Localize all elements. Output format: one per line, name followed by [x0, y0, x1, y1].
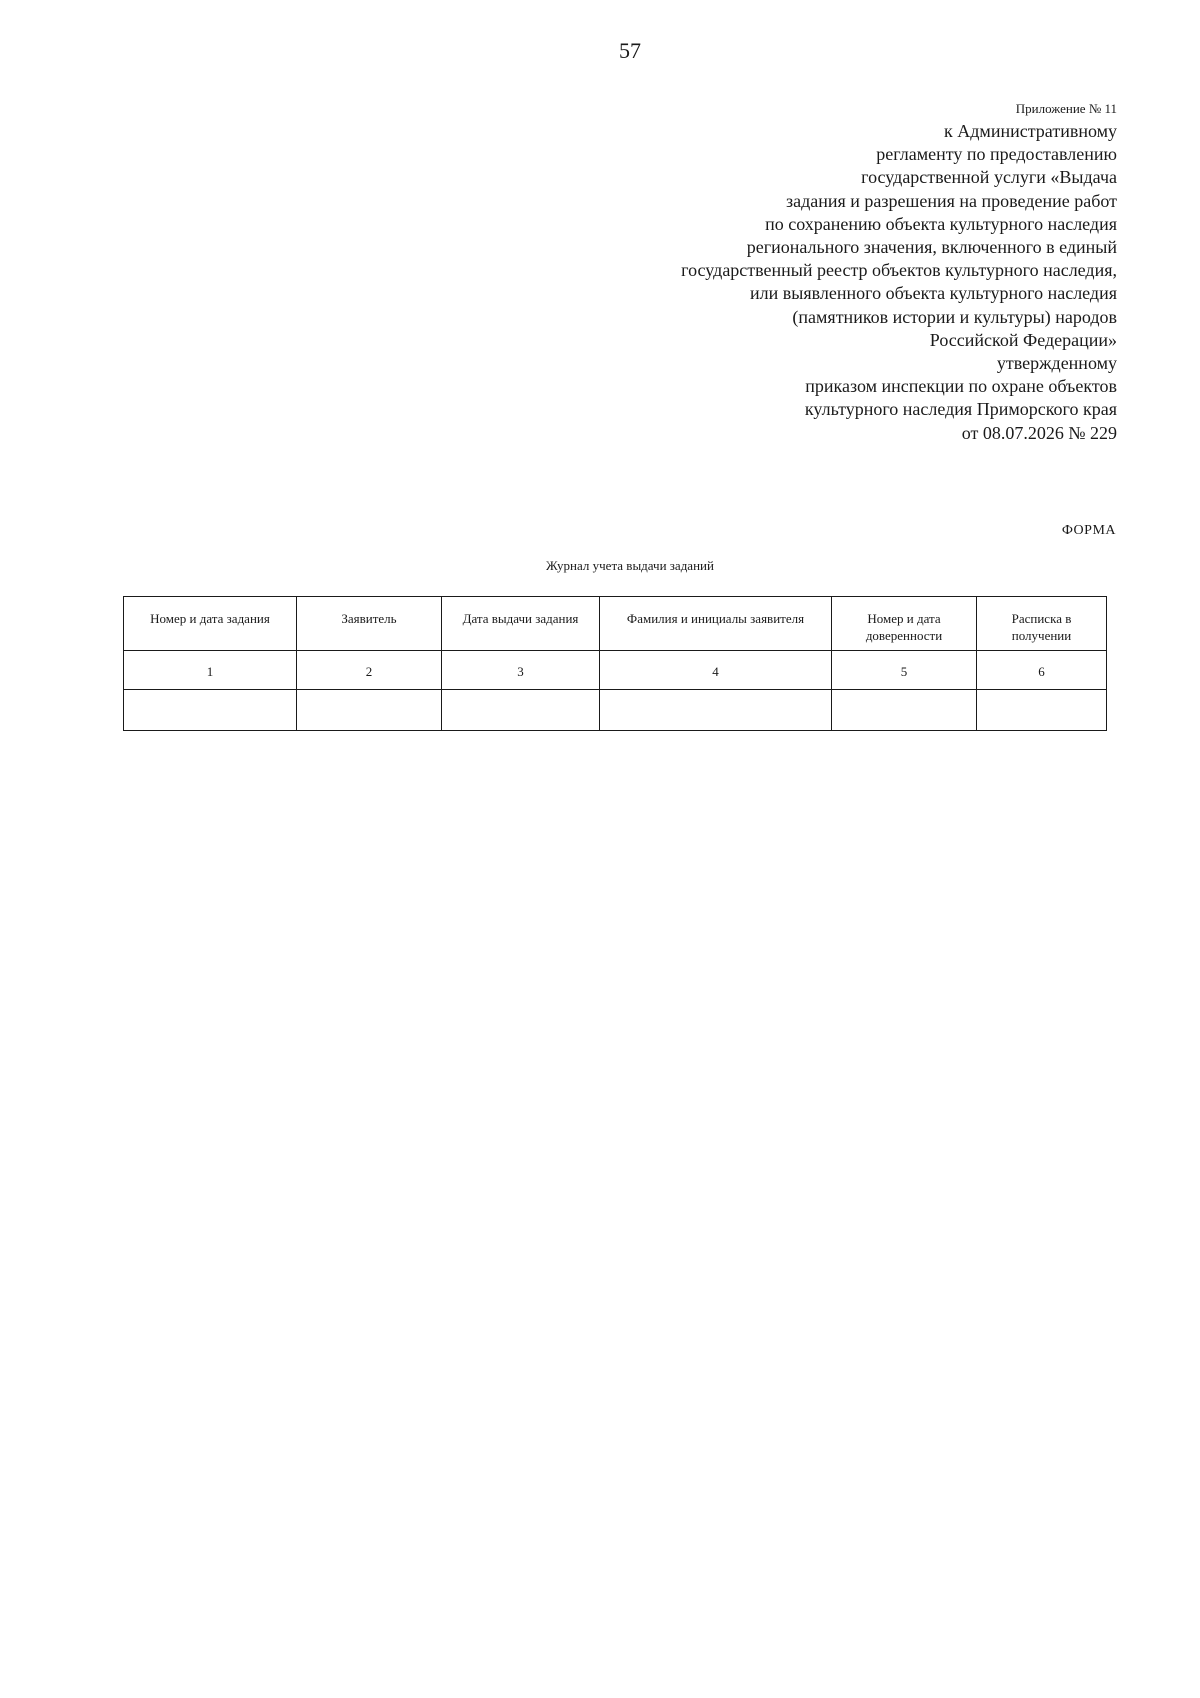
appendix-line: культурного наследия Приморского края: [804, 399, 1117, 420]
appendix-line: государственный реестр объектов культурного наследия,: [681, 260, 1117, 281]
column-header: Номер и дата задания: [124, 597, 297, 651]
appendix-line: государственной услуги «Выдача: [861, 167, 1117, 188]
appendix-line: от 08.07.2026 № 229: [961, 422, 1117, 443]
column-number-row: [124, 651, 1107, 690]
column-header: Фамилия и инициалы заявителя: [600, 597, 832, 651]
journal-table: [123, 596, 1107, 731]
column-number: 1: [124, 651, 297, 690]
column-number: 5: [832, 651, 977, 690]
column-header: Расписка в получении: [977, 597, 1107, 651]
appendix-line: регламенту по предоставлению: [876, 144, 1117, 165]
appendix-line: регионального значения, включенного в единый: [746, 237, 1117, 258]
table-row: [124, 690, 1107, 731]
page-number: 57: [619, 38, 641, 63]
journal-title: Журнал учета выдачи заданий: [546, 558, 714, 573]
column-header: Номер и дата доверенности: [832, 597, 977, 651]
appendix-line: или выявленного объекта культурного наследия: [750, 283, 1117, 304]
appendix-line: Российской Федерации»: [929, 329, 1117, 350]
column-header: Заявитель: [297, 597, 442, 651]
appendix-heading: [557, 100, 1117, 445]
appendix-line: задания и разрешения на проведение работ: [786, 190, 1117, 211]
appendix-line: приказом инспекции по охране объектов: [805, 376, 1117, 397]
appendix-line: по сохранению объекта культурного наследия: [765, 213, 1117, 234]
empty-cell: [297, 690, 442, 731]
empty-cell: [124, 690, 297, 731]
column-number: 2: [297, 651, 442, 690]
empty-cell: [442, 690, 600, 731]
form-label: ФОРМА: [1061, 523, 1116, 538]
appendix-number: Приложение № 11: [1015, 101, 1117, 116]
empty-cell: [977, 690, 1107, 731]
column-header: Дата выдачи задания: [442, 597, 600, 651]
appendix-line: утвержденному: [996, 353, 1117, 374]
column-number: 6: [977, 651, 1107, 690]
empty-cell: [832, 690, 977, 731]
empty-cell: [600, 690, 832, 731]
column-number: 3: [442, 651, 600, 690]
appendix-line: к Административному: [944, 121, 1117, 141]
column-number: 4: [600, 651, 832, 690]
table-header-row: [124, 597, 1107, 651]
appendix-line: (памятников истории и культуры) народов: [792, 306, 1117, 327]
